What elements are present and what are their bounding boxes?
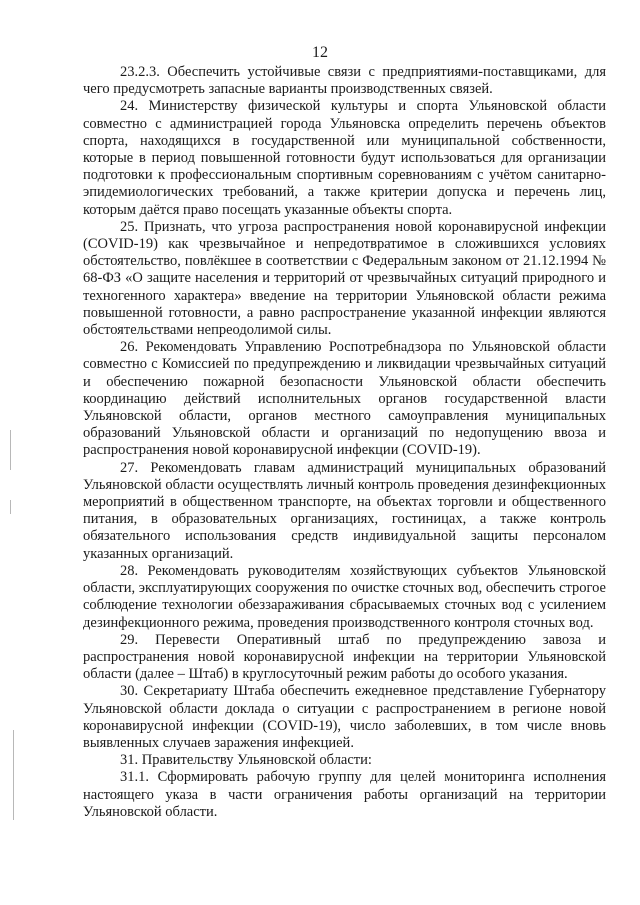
paragraph-23-2-3: 23.2.3. Обеспечить устойчивые связи с предприятиями-поставщиками, для чего предусмотреть запасные варианты производственных связей. bbox=[83, 64, 606, 98]
paragraph-28: 28. Рекомендовать руководителям хозяйствующих субъектов Ульяновской области, эксплуатирующих сооружения по очистке сточных вод, обеспечить строгое соблюдение технологии обеззараживания сбрасываемых сточных вод с усилением дезинфекционного режима, проведения производственного контроля сточных вод. bbox=[83, 562, 606, 631]
paragraph-26: 26. Рекомендовать Управлению Роспотребнадзора по Ульяновской области совместно с Комиссией по предупреждению и ликвидации чрезвычайных ситуаций и обеспечению пожарной безопасности Ульяновской области обеспечить координацию действий исполнительных органов государственной власти Ульяновской области, органов местного самоуправления муниципальных образований Ульяновской области и организаций по недопущению ввоза и распространения новой коронавирусной инфекции (COVID-19). bbox=[83, 339, 606, 459]
scan-mark bbox=[10, 430, 11, 470]
paragraph-24: 24. Министерству физической культуры и спорта Ульяновской области совместно с администрацией города Ульяновска определить перечень объектов спорта, находящихся в государственной или муниципальной собственности, которые в период повышенной готовности будут использоваться для организации подготовки к профессиональным спортивным соревнованиям с учётом санитарно-эпидемиологических требований, а также критерии допуска и перечень лиц, которым даётся право посещать указанные объекты спорта. bbox=[83, 98, 606, 218]
paragraph-30: 30. Секретариату Штаба обеспечить ежедневное представление Губернатору Ульяновской области доклада о ситуации с распространением в регионе новой коронавирусной инфекции (COVID-19), число заболевших, в том числе вновь выявленных случаев заражения инфекцией. bbox=[83, 683, 606, 751]
document-body bbox=[83, 64, 606, 821]
scan-mark bbox=[10, 500, 11, 514]
paragraph-29: 29. Перевести Оперативный штаб по предупреждению завоза и распространения новой коронавирусной инфекции на территории Ульяновской области (далее – Штаб) в круглосуточный режим работы до особого указания. bbox=[83, 631, 606, 683]
paragraph-25: 25. Признать, что угроза распространения новой коронавирусной инфекции (COVID-19) как чрезвычайное и непредотвратимое в сложившихся условиях обстоятельство, повлёкшее в соответствии с Федеральным законом от 21.12.1994 № 68-ФЗ «О защите населения и территорий от чрезвычайных ситуаций природного и техногенного характера» введение на территории Ульяновской области режима повышенной готовности, а равно распространение указанной инфекции являются обстоятельствами непреодолимой силы. bbox=[83, 218, 606, 339]
paragraph-31-1: 31.1. Сформировать рабочую группу для целей мониторинга исполнения настоящего указа в части ограничения работы организаций на территории Ульяновской области. bbox=[83, 769, 606, 820]
page-number: 12 bbox=[312, 44, 328, 61]
paragraph-27: 27. Рекомендовать главам администраций муниципальных образований Ульяновской области осуществлять личный контроль проведения дезинфекционных мероприятий в общественном транспорте, на объектах торговли и общественного питания, в образовательных организациях, гостиницах, а также контроль обязательного использования средств индивидуальной защиты персоналом указанных организаций. bbox=[83, 459, 606, 562]
scan-mark bbox=[13, 730, 14, 820]
paragraph-31: 31. Правительству Ульяновской области: bbox=[120, 752, 372, 769]
